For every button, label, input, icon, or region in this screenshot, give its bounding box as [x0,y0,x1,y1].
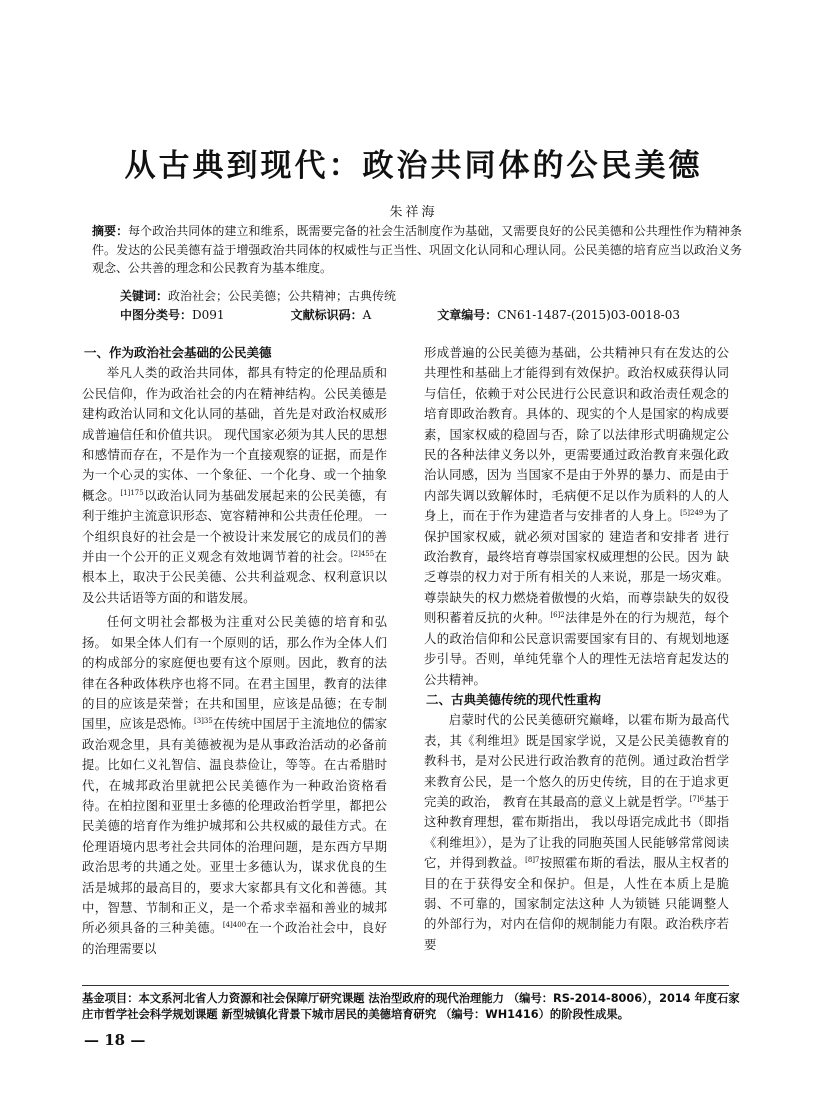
article-title: 从古典到现代：政治共同体的公民美德 [124,148,703,184]
paragraph-text: 在一个政治社会中，良好的治理需要以 [82,920,387,956]
paragraph [424,710,729,955]
citation-ref: [7]6 [689,794,705,803]
abstract-label: 摘要： [92,224,129,238]
keywords [120,287,396,304]
author-name: 朱祥海 [389,205,438,220]
paragraph-text: 举凡人类的政治共同体，都具有特定的伦理品质和公民信仰，作为政治社会的内在精神结构。公民美德是建构政治认同和文化认同的基础，首先是对政治权威形成普遍信任和价值共识。 现代国家必须为其人民的思想和感情而存在，不是作为一个直接观察的证据，而是作为一个心灵的实体、一个象征、一个化身、或一个抽象概念。 [82,365,387,503]
paragraph-text: 在传统中国居于主流地位的儒家政治观念里，具有美德被视为是从事政治活动的必备前提。比如仁义礼智信、温良恭俭让，等等。在古希腊时代，在城邦政治里就把公民美德作为一种政治资格看待。在柏拉图和亚里士多德的伦理政治哲学里，都把公民美德的培育作为维护城邦和公共权威的最佳方式。在伦理语境内思考社会共同体的治理问题，是东西方早期政治思考的共通之处。亚里士多德认为，谋求优良的生活是城邦的最高目的，要求大家都具有文化和善德。其中，智慧、节制和正义，是一个希求幸福和善业的城邦所必须具备的三种美德。 [82,716,388,936]
abstract-text: 每个政治共同体的建立和维系，既需要完备的社会生活制度作为基础，又需要良好的公民美德和公共理性作为精神条件。发达的公民美德有益于增强政治共同体的权威性与正当性、巩固文化认同和心理认同。公民美德的培育应当以政治义务观念、公共善的理念和公民教育为基本维度。 [92,224,742,275]
keywords-text: 政治社会；公民美德；公共精神；古典传统 [168,289,397,303]
paragraph-text: 在根本上，取决于公民美德、公共利益观念、权利意识以及公共话语等方面的和谐发展。 [82,549,388,605]
article-number-value: CN61-1487-(2015)03-0018-03 [497,308,680,322]
citation-ref: [5]249 [680,509,704,518]
article-number [437,306,680,323]
citation-ref: [3]35 [193,717,213,726]
funding-footnote: 基金项目：本文系河北省人力资源和社会保障厅研究课题 法治型政府的现代治理能力 （编号：RS-2014-8006），2014 年度石家庄市哲学社会科学规划课题 新型城镇化背景下城市居民的美德培育研究 （编号：WH1416）的阶段性成果。 [82,992,740,1021]
doc-code [291,306,372,323]
paragraph-text: 按照霍布斯的看法，服从主权者的目的在于获得安全和保护。但是，人性在本质上是脆弱、不可靠的，国家制定法这种 人为锁链 只能调整人的外部行为，对内在信仰的规制能力有限。政治秩序若要 [424,855,730,952]
doc-label: 文献标识码： [290,308,363,322]
section-heading-2: 二、古典美德传统的现代性重构 [426,691,602,707]
paragraph-text: 基于这种教育理想，霍布斯指出， 我以母语完成此书（即指《利维坦》），是为了让我的同胞英国人民能够常常阅读它，并得到教益。 [424,793,729,871]
paragraph-text: 启蒙时代的公民美德研究巅峰，以霍布斯为最高代表，其《利维坦》既是国家学说，又是公民美德教育的教科书，是对公民进行政治教育的范例。通过政治哲学来教育公民，是一个悠久的历史传统，目的在于追求更完美的政治， 教育在其最高的意义上就是哲学。 [424,712,729,809]
paragraph-text: 形成普遍的公民美德为基础，公共精神只有在发达的公共理性和基础上才能得到有效保护。政治权威获得认同与信任，依赖于对公民进行公民意识和政治责任观念的培育即政治教育。具体的、现实的个人是国家的构成要素，国家权威的稳固与否，除了以法律形式明确规定公民的各种法律义务以外，更需要通过政治教育来强化政治认同感，因为 当国家不是由于外界的暴力、而是由于内部失调以致解体时，毛病便不足以作为质料的人的人身上，而在于作为建造者与安排者的人身上。 [424,345,729,524]
footnote-divider [82,985,729,986]
article-number-label: 文章编号： [437,308,498,322]
citation-ref: [6]2 [550,611,565,620]
paragraph-text: 为了保护国家权威，就必须对国家的 建造者和安排者 进行政治教育，最终培育尊崇国家权威理想的公民。因为 缺乏尊崇的权力对于所有相关的人来说，那是一场灾难。尊崇缺失的权力燃烧着傲慢的火焰，而尊崇缺失的奴役则积蓄着反抗的火种。 [424,508,730,626]
clc-value: D091 [192,308,225,322]
paragraph-text: 任何文明社会都极为注重对公民美德的培育和弘扬。 如果全体人们有一个原则的话，那么作为全体人们的构成部分的家庭便也要有这个原则。因此，教育的法律在各种政体秩序也将不同。在君主国里，教育的法律的目的应该是荣誉；在共和国里，应该是品德；在专制国里，应该是恐怖。 [82,614,387,732]
left-column [82,343,387,959]
clc-code [120,306,225,323]
paragraph-text: 法律是外在的行为规范，每个人的政治信仰和公民意识需要国家有目的、有规划地逐步引导。否则，单纯凭靠个人的理性无法培育起发达的公共精神。 [424,610,730,687]
citation-ref: [1]175 [120,488,144,497]
clc-label: 中图分类号： [120,308,193,322]
doc-value: A [362,308,372,322]
page-number: — 18 — [84,1031,146,1049]
citation-ref: [4]400 [222,921,247,930]
paragraph [82,612,387,959]
keywords-label: 关键词： [120,289,169,303]
citation-ref: [8]7 [525,856,540,865]
paragraph [82,363,387,608]
section-heading-1: 一、作为政治社会基础的公民美德 [84,345,272,360]
paragraph-text: 以政治认同为基础发展起来的公民美德，有利于维护主流意识形态、宽容精神和公共责任伦理。 一个组织良好的社会是一个被设计来发展它的成员们的善并由一个公开的正义观念有效地调节着的社会。 [82,487,388,565]
classification-line [120,306,680,323]
right-column [424,343,729,955]
paragraph [424,343,729,690]
citation-ref: [2]455 [350,549,375,558]
abstract [92,222,742,278]
